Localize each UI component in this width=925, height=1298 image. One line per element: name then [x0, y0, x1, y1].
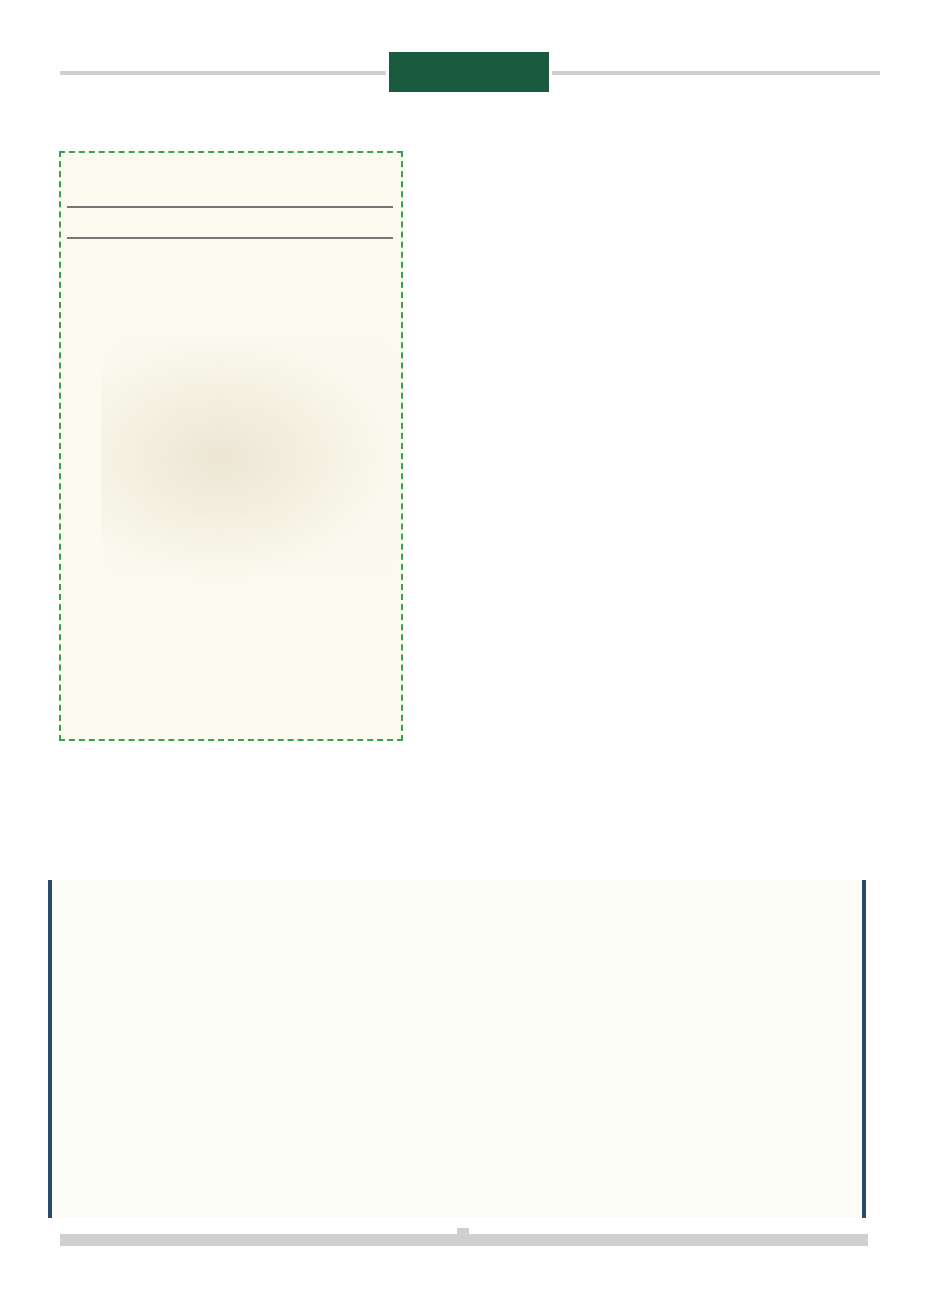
header-rule-left	[60, 71, 386, 75]
table-rule-header	[67, 237, 393, 239]
table-rule-top	[67, 206, 393, 208]
receipts-summary-table	[59, 151, 403, 741]
header-rule-right	[552, 71, 880, 75]
section-title	[389, 52, 549, 92]
footer-url-wrap	[0, 1228, 925, 1240]
website-link[interactable]	[457, 1228, 469, 1240]
calculator-background-image	[101, 333, 401, 583]
budget-explainer-box	[48, 880, 866, 1218]
